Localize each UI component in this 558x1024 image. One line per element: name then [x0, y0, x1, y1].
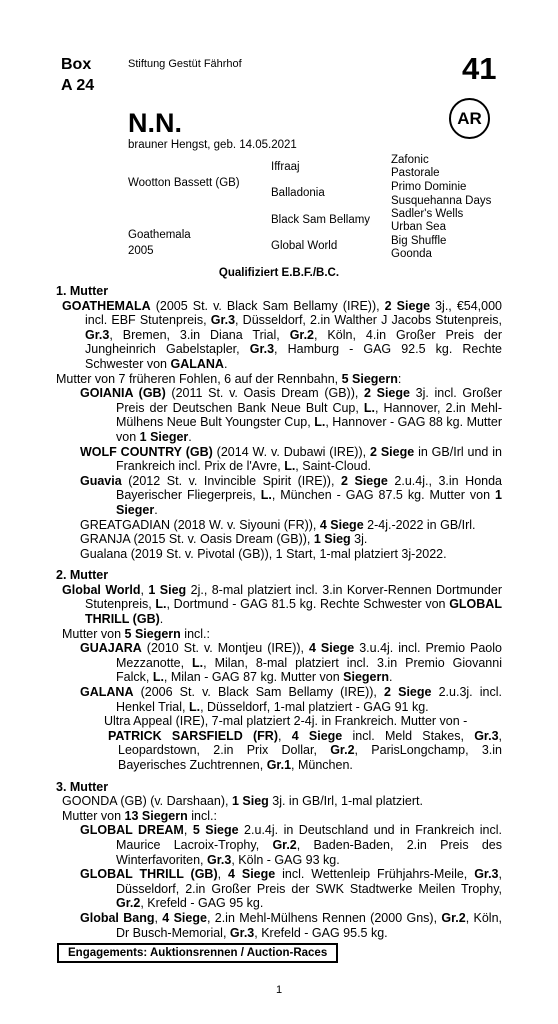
dam1-produce-intro: Mutter von 7 früheren Fohlen, 6 auf der Rennbahn, 5 Siegern:: [56, 371, 402, 386]
bold-text: Guavia: [80, 473, 122, 488]
bold-text: L.: [155, 597, 167, 612]
dam2-heading: 2. Mutter: [56, 568, 109, 583]
dam3-offspring: GLOBAL THRILL (GB), 4 Siege incl. Wettenleip Frühjahrs-Meile, Gr.3, Düsseldorf, 2.in Großer Preis der SWK Stadtwerke Meilen Trophy, Gr.2, Krefeld - GAG 95 kg.: [80, 867, 502, 911]
box-label-block: [61, 54, 94, 96]
dam1-offspring: GREATGADIAN (2018 W. v. Siyouni (FR)), 4 Siege 2-4j.-2022 in GB/Irl.: [80, 517, 476, 532]
bold-text: Gr.2: [330, 743, 355, 758]
bold-text: 2 Siege: [340, 473, 388, 488]
bold-text: Gr.3: [210, 313, 236, 328]
bold-text: 13 Siegern: [124, 808, 188, 823]
bold-text: 1 Sieg: [148, 582, 187, 597]
bold-text: GOATHEMALA: [62, 298, 151, 313]
bold-text: 5 Siegern: [341, 371, 398, 386]
bold-text: L.: [284, 459, 296, 474]
bold-text: 2 Siege: [364, 386, 410, 401]
pedigree-great-grandparent: Susquehanna Days: [391, 195, 492, 207]
horse-name: N.N.: [128, 108, 182, 138]
bold-text: 4 Siege: [308, 641, 355, 656]
pedigree-great-grandparent: Zafonic: [391, 154, 429, 166]
bold-text: GLOBAL THRILL (GB): [85, 597, 502, 627]
bold-text: Gr.2: [441, 910, 466, 925]
bold-text: 5 Siegern: [124, 626, 181, 641]
pedigree-dam-year: 2005: [128, 245, 154, 257]
dam2-main: Global World, 1 Sieg 2j., 8-mal platziert incl. 3.in Korver-Rennen Dortmunder Stutenpreis, L., Dortmund - GAG 81.5 kg. Rechte Schwester von GLOBAL THRILL (GB).: [62, 582, 503, 627]
bold-text: 4 Siege: [162, 910, 207, 925]
dam3-offspring: Global Bang, 4 Siege, 2.in Mehl-Mülhens Rennen (2000 Gns), Gr.2, Köln, Dr Busch-Memorial, Gr.3, Krefeld - GAG 95.5 kg.: [80, 910, 502, 940]
dam1-offspring: GOIANIA (GB) (2011 St. v. Oasis Dream (GB)), 2 Siege 3j. incl. Großer Preis der Deutschen Bank Neue Bult Cup, L., Hannover, 2.in Mehl-Mülhens Neue Bult Youngster Cup, L., Hannover - GAG 88 kg. Mutter von 1 Sieger.: [80, 386, 502, 444]
dam1-offspring: WOLF COUNTRY (GB) (2014 W. v. Dubawi (IRE)), 2 Siege in GB/Irl und in Frankreich incl. Prix de l'Avre, L., Saint-Cloud.: [80, 444, 503, 474]
lot-number: 41: [462, 51, 497, 86]
bold-text: 2 Siege: [384, 298, 431, 313]
dam1-offspring: Guavia (2012 St. v. Invincible Spirit (IRE)), 2 Siege 2.u.4j., 3.in Honda Bayerischer Fliegerpreis, L., München - GAG 87.5 kg. Mutter von 1 Sieger.: [80, 473, 503, 517]
bold-text: Gr.2: [272, 837, 297, 852]
dam1-offspring: Gualana (2019 St. v. Pivotal (GB)), 1 Start, 1-mal platziert 3j-2022.: [80, 546, 447, 561]
pedigree-dam: Goathemala: [128, 229, 191, 241]
pedigree-sire: Wootton Bassett (GB): [128, 177, 240, 189]
bold-text: 2 Siege: [384, 685, 432, 700]
seller-name: Stiftung Gestüt Fährhof: [128, 58, 242, 70]
horse-description: brauner Hengst, geb. 14.05.2021: [128, 139, 297, 151]
bold-text: Gr.3: [229, 925, 255, 940]
pedigree-great-grandparent: Pastorale: [391, 167, 440, 179]
pedigree-great-grandparent: Urban Sea: [391, 221, 446, 233]
bold-text: Global World: [62, 582, 141, 597]
bold-text: GOIANIA (GB): [80, 386, 166, 401]
dam3-heading: 3. Mutter: [56, 779, 109, 794]
bold-text: GALANA: [80, 685, 134, 700]
dam1-heading: 1. Mutter: [56, 284, 109, 298]
bold-text: GLOBAL DREAM: [80, 823, 184, 838]
pedigree-great-grandparent: Sadler's Wells: [391, 208, 464, 220]
bold-text: Gr.3: [474, 728, 499, 743]
pedigree-great-grandparent: Primo Dominie: [391, 181, 467, 193]
pedigree-grandparent: Black Sam Bellamy: [271, 214, 371, 226]
bold-text: 1 Sieger: [116, 488, 502, 517]
pedigree-grandparent: Global World: [271, 240, 338, 252]
ar-badge: [449, 98, 490, 139]
bold-text: 2 Siege: [369, 444, 415, 459]
bold-text: Gr.3: [249, 342, 275, 357]
dam3-main: GOONDA (GB) (v. Darshaan), 1 Sieg 3j. in GB/Irl, 1-mal platziert.: [62, 794, 423, 809]
bold-text: Gr.3: [474, 867, 499, 882]
dam3-offspring: GLOBAL DREAM, 5 Siege 2.u.4j. in Deutschland und in Frankreich incl. Maurice Lacroix-Trophy, Gr.2, Baden-Baden, 2.in Preis des Winterfavoriten, Gr.3, Köln - GAG 93 kg.: [80, 823, 502, 867]
pedigree-great-grandparent: Goonda: [391, 248, 432, 260]
dam-lines: [56, 284, 502, 940]
bold-text: Gr.2: [289, 327, 315, 342]
bold-text: L.: [314, 415, 326, 430]
dam1-offspring: GRANJA (2015 St. v. Oasis Dream (GB)), 1 Sieg 3j.: [80, 532, 368, 547]
bold-text: PATRICK SARSFIELD (FR): [108, 728, 278, 743]
pedigree-great-grandparent: Big Shuffle: [391, 235, 447, 247]
bold-text: 5 Siege: [192, 823, 239, 838]
pedigree-grandparent: Balladonia: [271, 187, 325, 199]
engagements-label: Engagements: Auktionsrennen / Auction-Races: [68, 947, 328, 959]
dam2-extra-intro: Ultra Appeal (IRE), 7-mal platziert 2-4j. in Frankreich. Mutter von -: [104, 714, 468, 729]
ar-badge-label: AR: [457, 108, 482, 128]
bold-text: 4 Siege: [319, 517, 364, 532]
box-label: Box: [61, 56, 92, 73]
page-number: 1: [275, 984, 283, 996]
bold-text: WOLF COUNTRY (GB): [80, 444, 213, 459]
dam2-offspring: GALANA (2006 St. v. Black Sam Bellamy (IRE)), 2 Siege 2.u.3j. incl. Henkel Trial, L., Düsseldorf, 1-mal platziert - GAG 91 kg.: [80, 685, 502, 714]
pedigree-grandparent: Iffraaj: [271, 161, 300, 173]
bold-text: L.: [192, 655, 204, 670]
bold-text: Global Bang: [80, 910, 155, 925]
bold-text: Gr.3: [85, 327, 110, 342]
dam2-offspring: GUAJARA (2010 St. v. Montjeu (IRE)), 4 Siege 3.u.4j. incl. Premio Paolo Mezzanotte, L., Milan, 8-mal platziert incl. 3.in Premio Giovanni Falck, L., Milan - GAG 87 kg. Mutter von Siegern.: [80, 641, 502, 685]
bold-text: L.: [188, 699, 201, 714]
bold-text: GLOBAL THRILL (GB): [80, 867, 218, 882]
dam2-grand-offspring: PATRICK SARSFIELD (FR), 4 Siege incl. Meld Stakes, Gr.3, Leopardstown, 2.in Prix Dollar, Gr.2, ParisLongchamp, 3.in Bayerisches Zuchtrennen, Gr.1, München.: [108, 728, 503, 772]
bold-text: 4 Siege: [228, 867, 276, 882]
bold-text: Gr.3: [207, 852, 232, 867]
dam1-main: GOATHEMALA (2005 St. v. Black Sam Bellamy (IRE)), 2 Siege 3j., €54,000 incl. EBF Stutenpreis, Gr.3, Düsseldorf, 2.in Walther J Jacobs Stutenpreis, Gr.3, Bremen, 3.in Diana Trial, Gr.2, Köln, 4.in Großer Preis der Jungheinrich Gabelstapler, Gr.3, Hamburg - GAG 92.5 kg. Rechte Schwester von GALANA.: [62, 298, 503, 371]
bold-text: 4 Siege: [291, 728, 343, 743]
box-code: A 24: [61, 77, 95, 94]
dam2-produce-intro: Mutter von 5 Siegern incl.:: [62, 626, 210, 641]
bold-text: 1 Sieg: [313, 532, 351, 547]
bold-text: Gr.2: [116, 896, 141, 911]
bold-text: L.: [260, 488, 272, 503]
bold-text: L.: [363, 400, 376, 415]
bold-text: L.: [152, 670, 164, 685]
bold-text: 1 Sieg: [231, 794, 269, 809]
bold-text: 1 Sieger: [139, 429, 189, 444]
qualification-note: Qualifiziert E.B.F./B.C.: [218, 267, 340, 279]
bold-text: Siegern: [343, 670, 390, 685]
bold-text: GUAJARA: [80, 641, 142, 656]
engagements-box: [57, 943, 338, 963]
dam3-produce-intro: Mutter von 13 Siegern incl.:: [62, 808, 217, 823]
bold-text: GALANA: [170, 356, 224, 371]
bold-text: Gr.1: [266, 758, 292, 772]
